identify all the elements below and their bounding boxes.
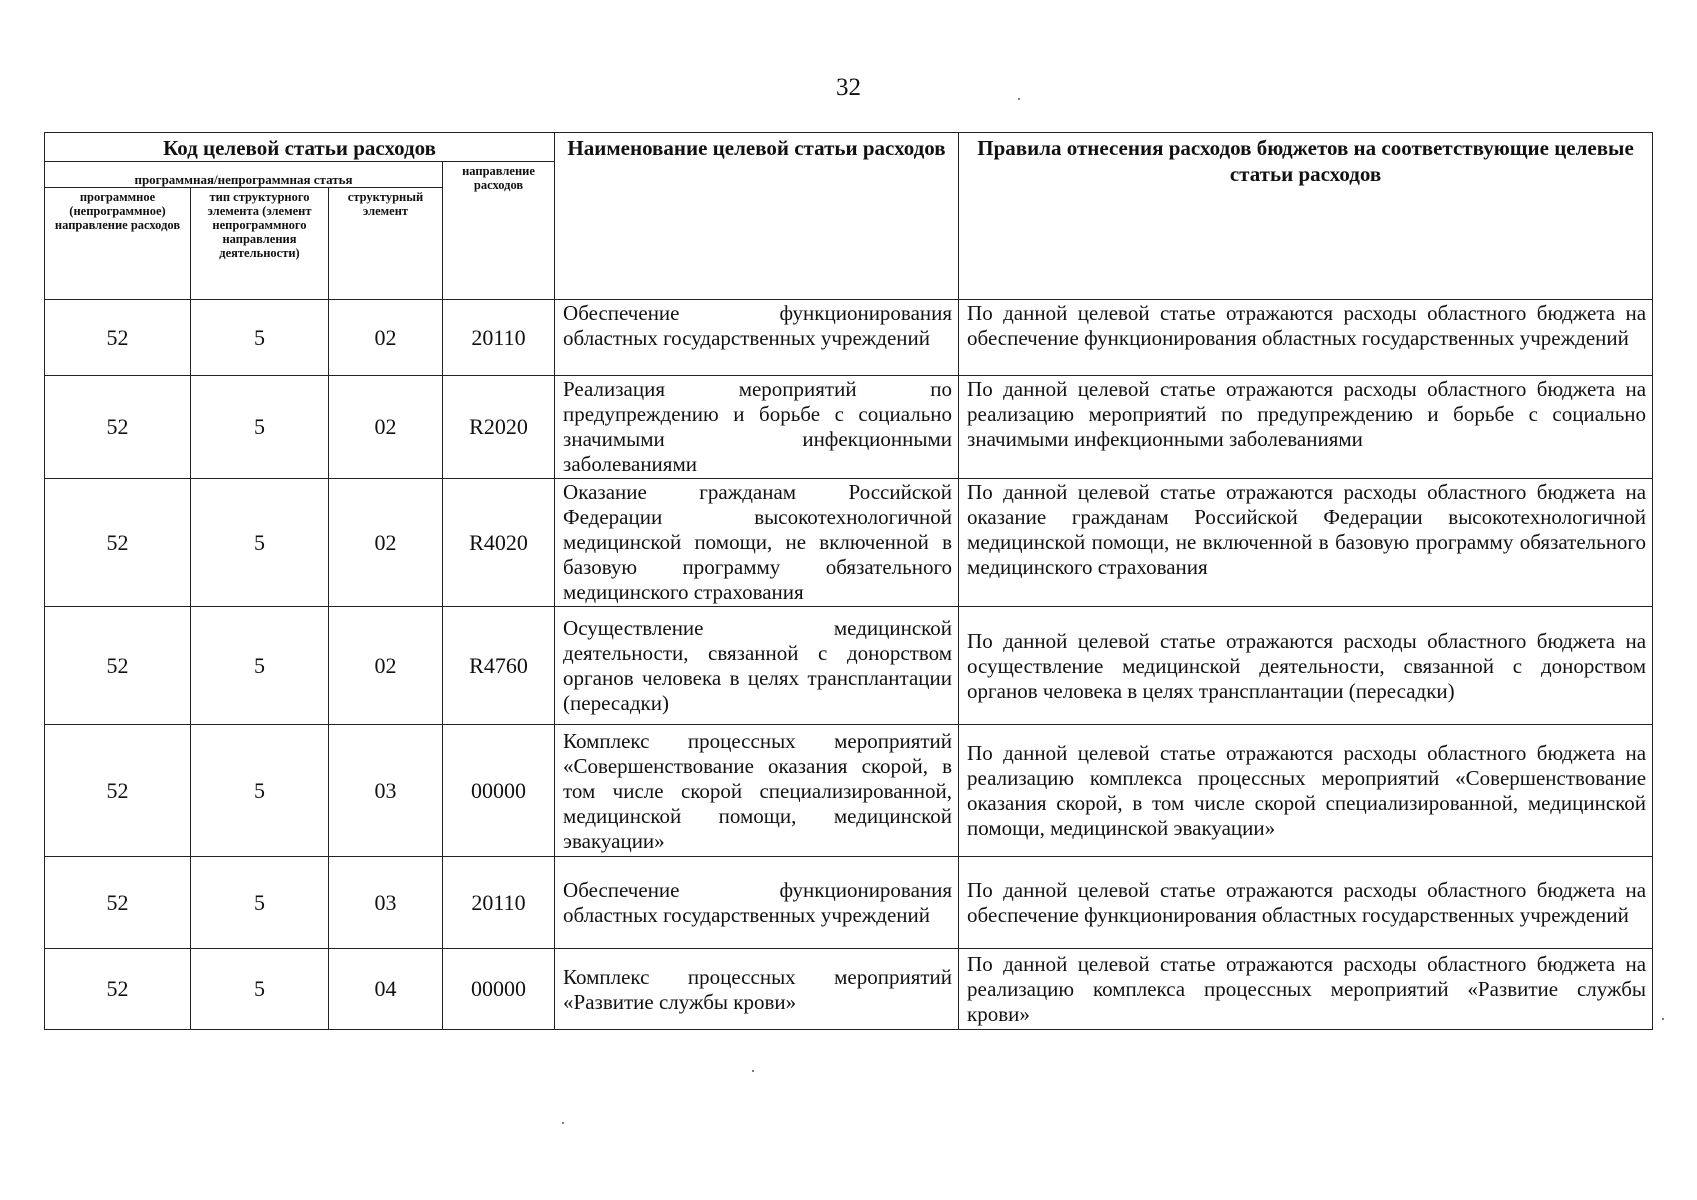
item-name: Реализация мероприятий по предупреждению и борьбе с социально значимыми инфекционными заболеваниями bbox=[555, 376, 959, 479]
page-number: 32 bbox=[836, 74, 861, 101]
scan-speck bbox=[1662, 1018, 1664, 1020]
table-row bbox=[45, 300, 1653, 376]
program-code: 52 bbox=[45, 300, 191, 376]
table-row bbox=[45, 607, 1653, 725]
program-code: 52 bbox=[45, 857, 191, 949]
direction-code: R4020 bbox=[443, 479, 555, 607]
item-rule: По данной целевой статье отражаются расходы областного бюджета на обеспечение функционирования областных государственных учреждений bbox=[959, 857, 1653, 949]
table-row bbox=[45, 949, 1653, 1030]
header-program-group: программная/непрограммная статья bbox=[45, 162, 443, 188]
item-rule: По данной целевой статье отражаются расходы областного бюджета на обеспечение функционирования областных государственных учреждений bbox=[959, 300, 1653, 376]
table-row bbox=[45, 857, 1653, 949]
item-rule: По данной целевой статье отражаются расходы областного бюджета на реализацию комплекса процессных мероприятий «Развитие службы крови» bbox=[959, 949, 1653, 1030]
direction-code: R4760 bbox=[443, 607, 555, 725]
type-code: 5 bbox=[191, 479, 329, 607]
item-name: Обеспечение функционирования областных государственных учреждений bbox=[555, 857, 959, 949]
item-name: Обеспечение функционирования областных государственных учреждений bbox=[555, 300, 959, 376]
item-name: Оказание гражданам Российской Федерации высокотехнологичной медицинской помощи, не включенной в базовую программу обязательного медицинского страхования bbox=[555, 479, 959, 607]
item-name: Осуществление медицинской деятельности, связанной с донорством органов человека в целях трансплантации (пересадки) bbox=[555, 607, 959, 725]
element-code: 02 bbox=[329, 376, 443, 479]
program-code: 52 bbox=[45, 479, 191, 607]
element-code: 03 bbox=[329, 725, 443, 857]
element-code: 04 bbox=[329, 949, 443, 1030]
element-code: 02 bbox=[329, 300, 443, 376]
header-structural-element: структурный элемент bbox=[329, 188, 443, 300]
direction-code: 20110 bbox=[443, 300, 555, 376]
header-program-direction: программное (непрограммное) направление расходов bbox=[45, 188, 191, 300]
type-code: 5 bbox=[191, 725, 329, 857]
type-code: 5 bbox=[191, 300, 329, 376]
scan-speck bbox=[752, 1070, 754, 1072]
item-rule: По данной целевой статье отражаются расходы областного бюджета на оказание гражданам Российской Федерации высокотехнологичной медицинской помощи, не включенной в базовую программу обязательного медицинского страхования bbox=[959, 479, 1653, 607]
header-rules: Правила отнесения расходов бюджетов на соответствующие целевые статьи расходов bbox=[959, 133, 1653, 300]
direction-code: 00000 bbox=[443, 725, 555, 857]
element-code: 02 bbox=[329, 479, 443, 607]
header-direction: направление расходов bbox=[443, 162, 555, 300]
direction-code: 20110 bbox=[443, 857, 555, 949]
table-row bbox=[45, 376, 1653, 479]
item-rule: По данной целевой статье отражаются расходы областного бюджета на осуществление медицинской деятельности, связанной с донорством органов человека в целях трансплантации (пересадки) bbox=[959, 607, 1653, 725]
header-name: Наименование целевой статьи расходов bbox=[555, 133, 959, 300]
type-code: 5 bbox=[191, 857, 329, 949]
item-rule: По данной целевой статье отражаются расходы областного бюджета на реализацию мероприятий по предупреждению и борьбе с социально значимыми инфекционными заболеваниями bbox=[959, 376, 1653, 479]
type-code: 5 bbox=[191, 376, 329, 479]
item-rule: По данной целевой статье отражаются расходы областного бюджета на реализацию комплекса процессных мероприятий «Совершенствование оказания скорой, в том числе скорой специализированной, медицинской помощи, медицинской эвакуации» bbox=[959, 725, 1653, 857]
program-code: 52 bbox=[45, 949, 191, 1030]
type-code: 5 bbox=[191, 949, 329, 1030]
type-code: 5 bbox=[191, 607, 329, 725]
scan-speck bbox=[562, 1122, 564, 1124]
header-element-type: тип структурного элемента (элемент непрограммного направления деятельности) bbox=[191, 188, 329, 300]
target-expense-codes-table bbox=[44, 132, 1653, 1030]
table-row bbox=[45, 479, 1653, 607]
program-code: 52 bbox=[45, 607, 191, 725]
direction-code: 00000 bbox=[443, 949, 555, 1030]
item-name: Комплекс процессных мероприятий «Совершенствование оказания скорой, в том числе скорой специализированной, медицинской помощи, медицинской эвакуации» bbox=[555, 725, 959, 857]
element-code: 03 bbox=[329, 857, 443, 949]
program-code: 52 bbox=[45, 376, 191, 479]
item-name: Комплекс процессных мероприятий «Развитие службы крови» bbox=[555, 949, 959, 1030]
element-code: 02 bbox=[329, 607, 443, 725]
direction-code: R2020 bbox=[443, 376, 555, 479]
header-code-group: Код целевой статьи расходов bbox=[45, 133, 555, 162]
table-row bbox=[45, 725, 1653, 857]
program-code: 52 bbox=[45, 725, 191, 857]
scan-speck bbox=[1018, 98, 1020, 100]
